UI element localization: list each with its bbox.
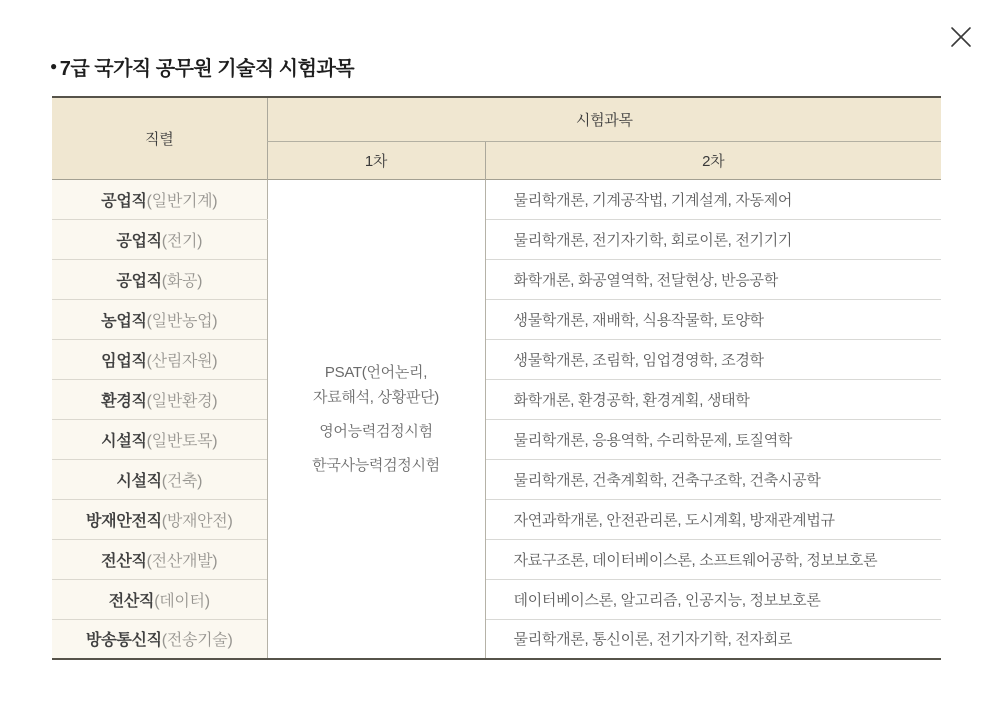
header-subjects-group: 시험과목 — [267, 97, 941, 141]
series-cell — [52, 499, 267, 539]
header-round-2: 2차 — [485, 141, 941, 179]
series-name: 방송통신직 — [86, 632, 162, 650]
series-name: 전산직 — [108, 592, 155, 610]
table-row — [52, 219, 941, 259]
table-row — [52, 379, 941, 419]
title-bullet-icon: ● — [50, 58, 57, 73]
series-name: 방재안전직 — [86, 512, 162, 530]
subjects-cell: 물리학개론, 기계공작법, 기계설계, 자동제어 — [485, 179, 941, 219]
table-row — [52, 579, 941, 619]
series-detail: (일반농업) — [146, 312, 218, 330]
series-name: 임업직 — [101, 352, 147, 370]
round1-line: 한국사능력검정시험 — [312, 456, 440, 474]
subjects-cell: 생물학개론, 재배학, 식용작물학, 토양학 — [485, 299, 941, 339]
table-row — [52, 259, 941, 299]
series-detail: (화공) — [161, 272, 203, 290]
round1-line: 영어능력검정시험 — [319, 422, 433, 440]
series-cell — [52, 619, 267, 659]
series-cell — [52, 539, 267, 579]
subjects-cell: 화학개론, 환경공학, 환경계획, 생태학 — [485, 379, 941, 419]
series-cell — [52, 579, 267, 619]
table-row — [52, 619, 941, 659]
series-cell — [52, 259, 267, 299]
exam-subjects-table — [52, 96, 941, 660]
series-detail: (산림자원) — [146, 352, 218, 370]
series-name: 전산직 — [101, 552, 147, 570]
table-row — [52, 419, 941, 459]
series-name: 환경직 — [101, 392, 147, 410]
series-detail: (전산개발) — [146, 552, 218, 570]
series-cell — [52, 219, 267, 259]
round1-line: 자료해석, 상황판단) — [313, 388, 439, 406]
series-detail: (건축) — [161, 472, 203, 490]
series-name: 농업직 — [101, 312, 147, 330]
page-title — [50, 52, 354, 81]
series-detail: (방재안전) — [161, 512, 233, 530]
series-cell — [52, 459, 267, 499]
series-name: 시설직 — [101, 432, 147, 450]
table-row — [52, 339, 941, 379]
header-series: 직렬 — [52, 97, 267, 179]
series-name: 공업직 — [101, 192, 147, 210]
subjects-cell: 데이터베이스론, 알고리즘, 인공지능, 정보보호론 — [485, 579, 941, 619]
series-name: 시설직 — [116, 472, 162, 490]
round1-merged-cell — [267, 179, 485, 659]
series-cell — [52, 299, 267, 339]
series-cell — [52, 379, 267, 419]
close-icon — [948, 24, 974, 50]
series-detail: (일반기계) — [146, 192, 218, 210]
table-row — [52, 539, 941, 579]
round1-line: PSAT(언어논리, — [324, 363, 428, 381]
series-detail: (일반환경) — [146, 392, 218, 410]
series-cell — [52, 179, 267, 219]
series-detail: (일반토목) — [146, 432, 218, 450]
table-row — [52, 459, 941, 499]
subjects-cell: 물리학개론, 통신이론, 전기자기학, 전자회로 — [485, 619, 941, 659]
series-cell — [52, 339, 267, 379]
header-round-1: 1차 — [267, 141, 485, 179]
subjects-cell: 자연과학개론, 안전관리론, 도시계획, 방재관계법규 — [485, 499, 941, 539]
table-row — [52, 499, 941, 539]
subjects-cell: 물리학개론, 전기자기학, 회로이론, 전기기기 — [485, 219, 941, 259]
series-detail: (전송기술) — [161, 632, 233, 650]
table-row — [52, 299, 941, 339]
series-name: 공업직 — [116, 272, 162, 290]
series-cell — [52, 419, 267, 459]
subjects-cell: 화학개론, 화공열역학, 전달현상, 반응공학 — [485, 259, 941, 299]
subjects-cell: 생물학개론, 조림학, 임업경영학, 조경학 — [485, 339, 941, 379]
subjects-cell: 자료구조론, 데이터베이스론, 소프트웨어공학, 정보보호론 — [485, 539, 941, 579]
table-row — [52, 179, 941, 219]
series-name: 공업직 — [116, 232, 162, 250]
series-detail: (데이터) — [154, 592, 210, 610]
page-title-text: 7급 국가직 공무원 기술직 시험과목 — [59, 58, 355, 80]
series-detail: (전기) — [161, 232, 203, 250]
close-button[interactable] — [946, 22, 976, 52]
subjects-cell: 물리학개론, 건축계획학, 건축구조학, 건축시공학 — [485, 459, 941, 499]
subjects-cell: 물리학개론, 응용역학, 수리학문제, 토질역학 — [485, 419, 941, 459]
